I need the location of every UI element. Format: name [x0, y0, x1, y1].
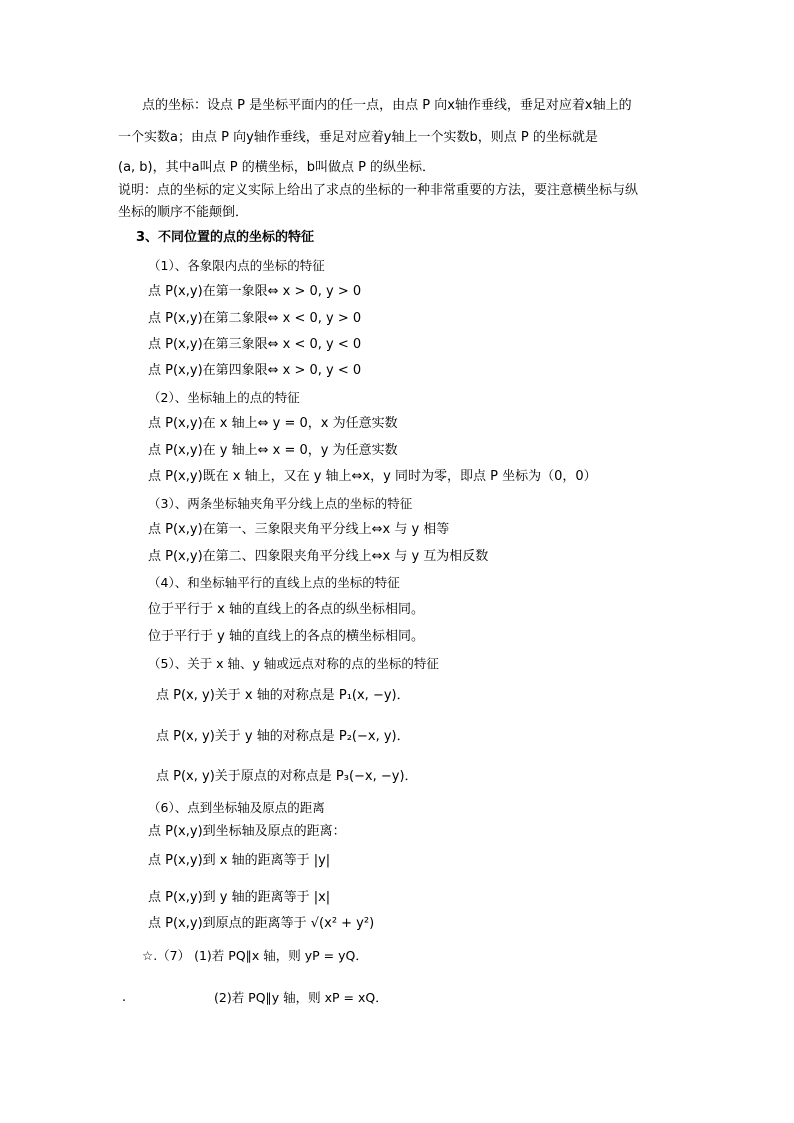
quadrant-rule-2: 点 P(x,y)在第二象限⇔ x < 0, y > 0 [148, 311, 362, 326]
intro-line-1: 点的坐标：设点 P 是坐标平面内的任一点，由点 P 向x轴作垂线，垂足对应着x轴上的 [142, 98, 632, 113]
section-heading: 3、不同位置的点的坐标的特征 [136, 230, 315, 245]
symmetry-rule-origin: 点 P(x, y)关于原点的对称点是 P₃(−x, −y)． [156, 769, 418, 784]
parallel-rule-1: 位于平行于 x 轴的直线上的各点的纵坐标相同。 [148, 602, 424, 617]
subsection-title-5: （5）、关于 x 轴、y 轴或远点对称的点的坐标的特征 [148, 656, 439, 671]
distance-intro: 点 P(x,y)到坐标轴及原点的距离： [148, 824, 346, 839]
subsection-title-1: （1）、各象限内点的坐标的特征 [148, 258, 325, 273]
bisector-rule-2: 点 P(x,y)在第二、四象限夹角平分线上⇔x 与 y 互为相反数 [148, 549, 489, 564]
parallel-pq-x: ☆.（7） (1)若 PQ∥x 轴，则 yP = yQ． [142, 948, 368, 963]
axis-rule-2: 点 P(x,y)在 y 轴上⇔ x = 0，y 为任意实数 [148, 443, 398, 458]
axis-rule-3: 点 P(x,y)既在 x 轴上，又在 y 轴上⇔x，y 同时为零，即点 P 坐标为（0，0） [148, 469, 597, 484]
note-line-1: 说明：点的坐标的定义实际上给出了求点的坐标的一种非常重要的方法，要注意横坐标与纵 [118, 183, 639, 198]
distance-to-x-axis: 点 P(x,y)到 x 轴的距离等于 |y| [148, 853, 331, 868]
quadrant-rule-1: 点 P(x,y)在第一象限⇔ x > 0, y > 0 [148, 284, 362, 299]
symmetry-rule-x: 点 P(x, y)关于 x 轴的对称点是 P₁(x, −y)． [156, 688, 410, 703]
quadrant-rule-3: 点 P(x,y)在第三象限⇔ x < 0, y < 0 [148, 337, 362, 352]
bisector-rule-1: 点 P(x,y)在第一、三象限夹角平分线上⇔x 与 y 相等 [148, 522, 450, 537]
subsection-title-2: （2）、坐标轴上的点的特征 [148, 390, 300, 405]
subsection-title-6: （6）、点到坐标轴及原点的距离 [148, 800, 325, 815]
parallel-pq-y: (2)若 PQ∥y 轴，则 xP = xQ． [214, 990, 388, 1005]
intro-line-3: (a, b)，其中a叫点 P 的横坐标，b叫做点 P 的纵坐标． [118, 160, 436, 175]
quadrant-rule-4: 点 P(x,y)在第四象限⇔ x > 0, y < 0 [148, 363, 362, 378]
symmetry-rule-y: 点 P(x, y)关于 y 轴的对称点是 P₂(−x, y)． [156, 729, 410, 744]
intro-line-2: 一个实数a；由点 P 向y轴作垂线，垂足对应着y轴上一个实数b，则点 P 的坐标就是 [118, 130, 598, 145]
parallel-rule-2: 位于平行于 y 轴的直线上的各点的横坐标相同。 [148, 629, 424, 644]
stray-dot: . [122, 990, 127, 1005]
note-line-2: 坐标的顺序不能颠倒． [118, 205, 249, 220]
subsection-title-3: （3）、两条坐标轴夹角平分线上点的坐标的特征 [148, 496, 413, 511]
subsection-title-4: （4）、和坐标轴平行的直线上点的坐标的特征 [148, 575, 400, 590]
distance-to-origin: 点 P(x,y)到原点的距离等于 √(x² + y²) [148, 916, 375, 931]
distance-to-y-axis: 点 P(x,y)到 y 轴的距离等于 |x| [148, 890, 331, 905]
axis-rule-1: 点 P(x,y)在 x 轴上⇔ y = 0，x 为任意实数 [148, 416, 398, 431]
